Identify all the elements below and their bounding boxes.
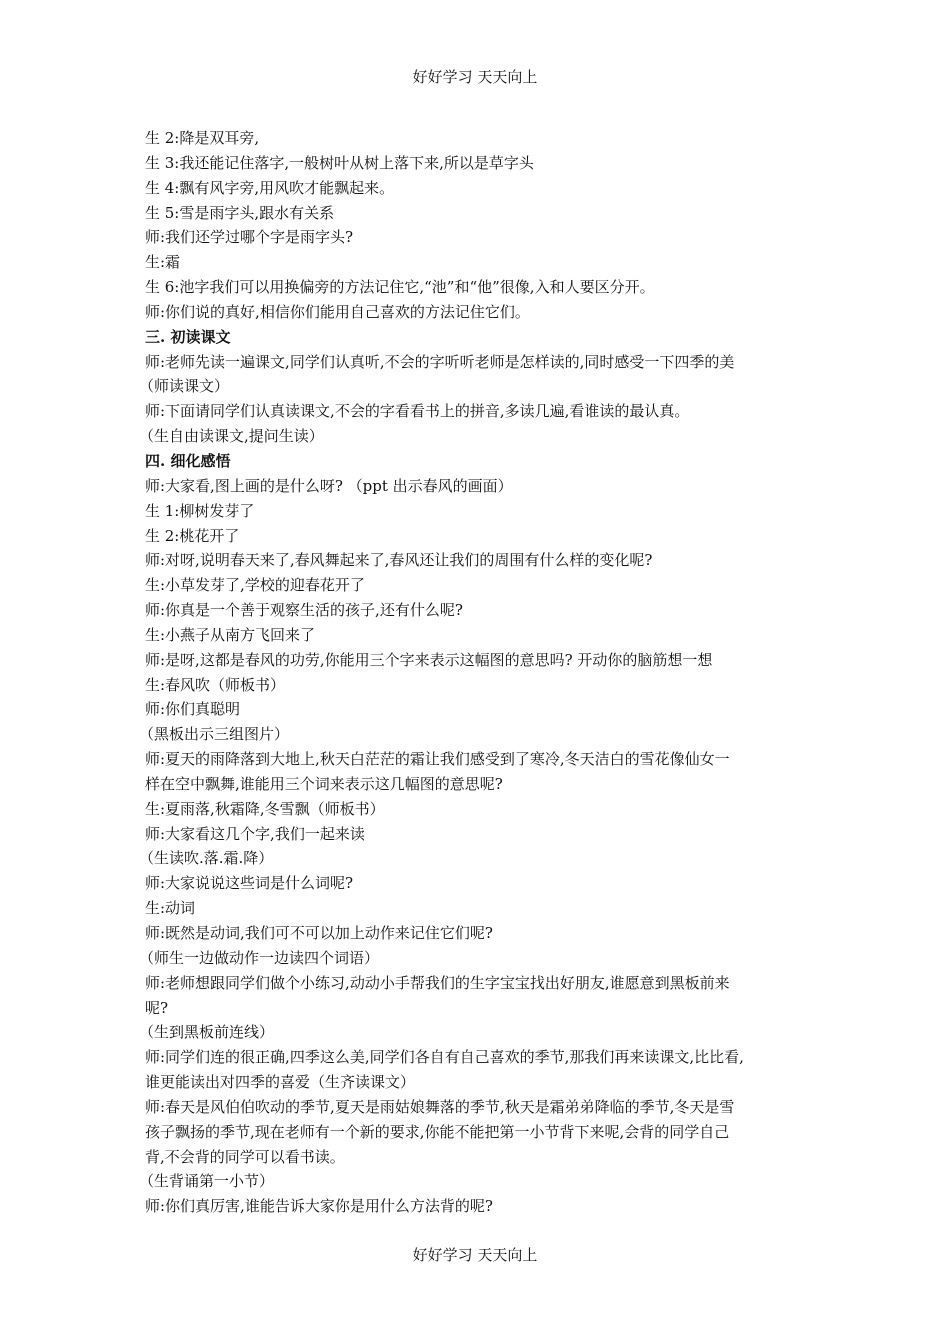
text-line: 生:小草发芽了,学校的迎春花开了: [145, 576, 365, 595]
text-line: 师:春天是风伯伯吹动的季节,夏天是雨姑娘舞落的季节,秋天是霜弟弟降临的季节,冬天是雪: [145, 1097, 735, 1116]
text-line: 生:小燕子从南方飞回来了: [145, 625, 316, 644]
text-line: 孩子飘扬的季节,现在老师有一个新的要求,你能不能把第一小节背下来呢,会背的同学自己: [145, 1122, 730, 1141]
text-line: 师:既然是动词,我们可不可以加上动作来记住它们呢?: [145, 924, 493, 942]
text-line: 师:你们说的真好,相信你们能用自己喜欢的方法记住它们。: [145, 302, 530, 321]
section-heading: 三. 初读课文: [145, 327, 231, 346]
stage-direction: （生背诵第一小节）: [139, 1172, 275, 1191]
text-line: 生:夏雨落,秋霜降,冬雪飘（师板书）: [145, 799, 385, 818]
text-line: 生 3:我还能记住落字,一般树叶从树上落下来,所以是草字头: [145, 153, 534, 172]
stage-direction: （黑板出示三组图片）: [139, 725, 290, 744]
text-line: 师:你们真聪明: [145, 700, 241, 719]
text-line: 师:老师想跟同学们做个小练习,动动小手帮我们的生字宝宝找出好朋友,谁愿意到黑板前来: [145, 973, 730, 992]
text-line: 师:大家说说这些词是什么词呢?: [145, 874, 354, 893]
stage-direction: （生自由读课文,提问生读）: [139, 427, 324, 446]
text-line: 生 6:池字我们可以用换偏旁的方法记住它,“池”和“他”很像,入和人要区分开。: [145, 278, 655, 297]
stage-direction: （师读课文）: [139, 377, 230, 396]
text-line: 背,不会背的同学可以看书读。: [145, 1147, 345, 1166]
text-line: 师:下面请同学们认真读课文,不会的字看看书上的拼音,多读几遍,看谁读的最认真。: [145, 402, 690, 421]
text-line: 谁更能读出对四季的喜爱（生齐读课文）: [145, 1073, 416, 1092]
text-line: 生:春风吹（师板书）: [145, 675, 286, 694]
stage-direction: （生读吹.落.霜.降）: [139, 849, 274, 868]
text-line: 师:对呀,说明春天来了,春风舞起来了,春风还让我们的周围有什么样的变化呢?: [145, 551, 653, 570]
text-line: 生 2:桃花开了: [145, 526, 240, 545]
text-line: 生:霜: [145, 253, 181, 272]
text-line: 样在空中飘舞,谁能用三个词来表示这几幅图的意思呢?: [145, 774, 503, 793]
stage-direction: （生到黑板前连线）: [139, 1023, 275, 1042]
text-line: 师:同学们连的很正确,四季这么美,同学们各自有自己喜欢的季节,那我们再来读课文,比比看,: [145, 1048, 744, 1067]
page-header: 好好学习 天天向上: [412, 68, 538, 86]
text-line: 生:动词: [145, 899, 196, 918]
text-line: 师:老师先读一遍课文,同学们认真听,不会的字听听老师是怎样读的,同时感受一下四季的美: [145, 352, 735, 371]
text-line: 生 4:飘有风字旁,用风吹才能飘起来。: [145, 178, 395, 197]
text-line: 师:大家看这几个字,我们一起来读: [145, 824, 365, 843]
text-line: 师:大家看,图上画的是什么呀? （ppt 出示春风的画面）: [145, 476, 513, 495]
text-line: 师:你真是一个善于观察生活的孩子,还有什么呢?: [145, 601, 463, 620]
page-footer: 好好学习 天天向上: [412, 1246, 538, 1264]
text-line: 师:夏天的雨降落到大地上,秋天白茫茫的霜让我们感受到了寒冷,冬天洁白的雪花像仙女一: [145, 750, 730, 769]
text-line: 生 5:雪是雨字头,跟水有关系: [145, 203, 335, 222]
text-line: 师:是呀,这都是春风的功劳,你能用三个字来表示这幅图的意思吗? 开动你的脑筋想一想: [145, 650, 713, 669]
text-line: 生 2:降是双耳旁,: [145, 129, 260, 147]
text-line: 师:你们真厉害,谁能告诉大家你是用什么方法背的呢?: [145, 1197, 493, 1216]
text-line: 生 1:柳树发芽了: [145, 501, 255, 520]
document-body: [139, 126, 813, 1219]
text-line: 师:我们还学过哪个字是雨字头?: [145, 228, 354, 247]
stage-direction: （师生一边做动作一边读四个词语）: [139, 948, 380, 967]
text-line: 呢?: [145, 998, 169, 1017]
section-heading: 四. 细化感悟: [145, 451, 231, 470]
